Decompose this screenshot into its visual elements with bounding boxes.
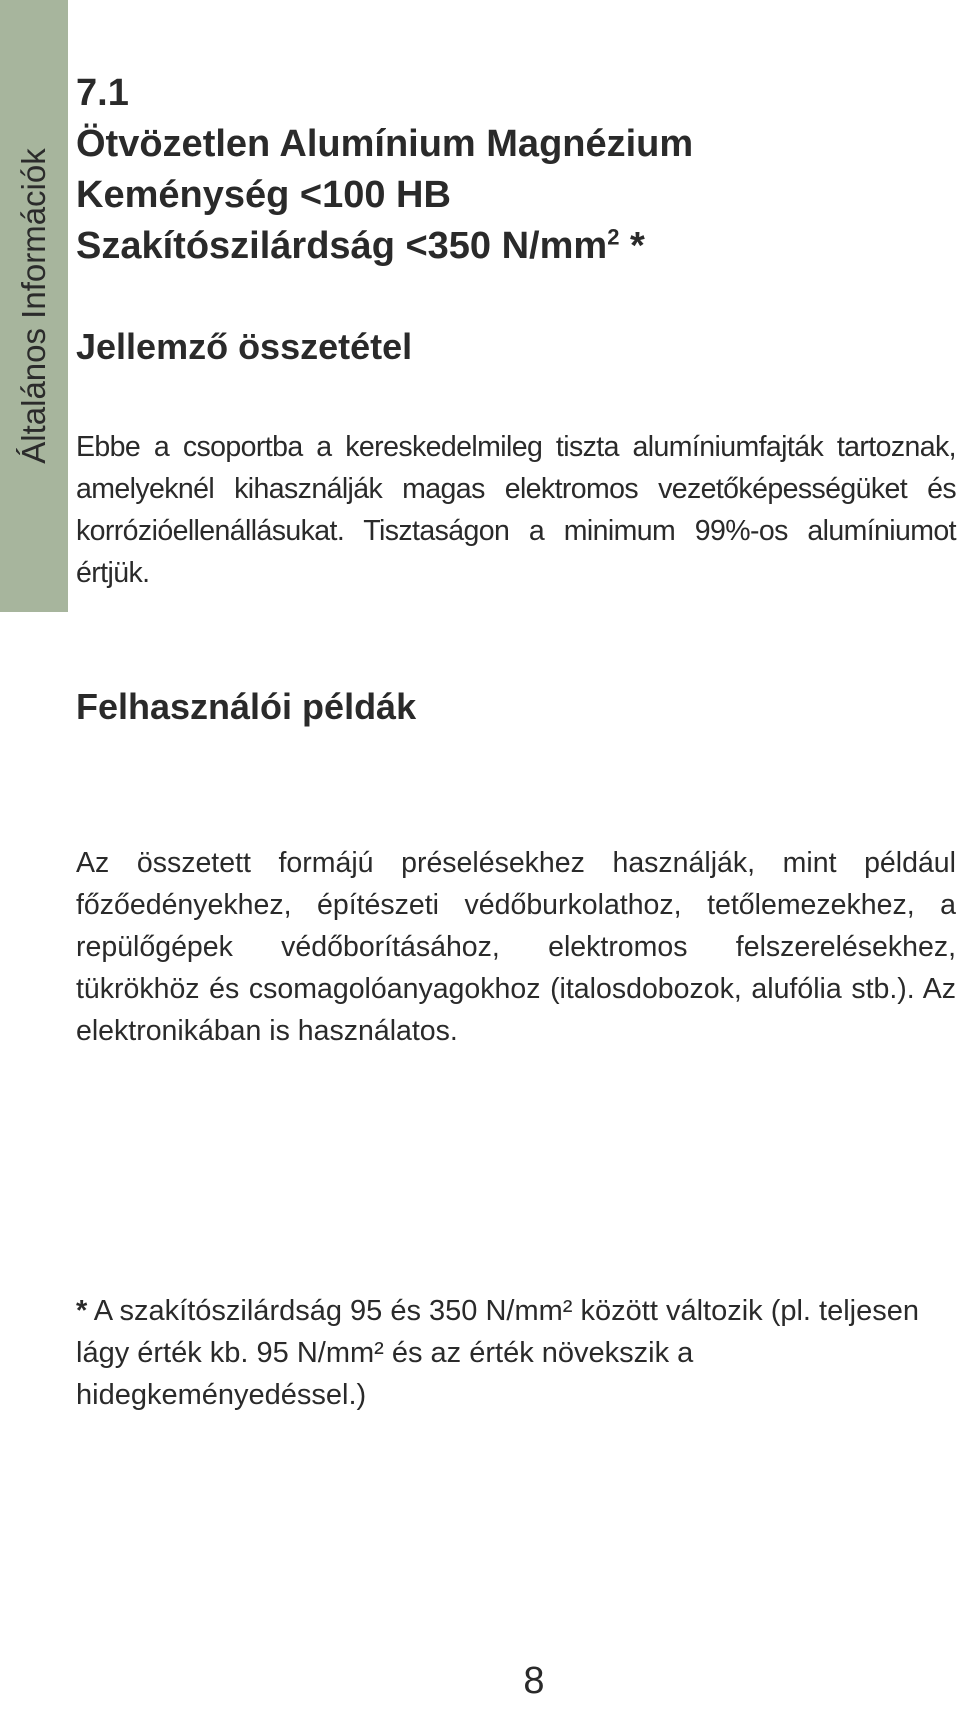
title-line-hardness: Keménység <100 HB <box>76 174 451 216</box>
side-tab <box>0 0 68 612</box>
title-strength-text: Szakítószilárdság <350 N/mm <box>76 225 608 267</box>
section-title <box>76 68 956 272</box>
usage-paragraph: Az összetett formájú préselésekhez használják, mint például főzőedényekhez, építészeti védőburkolathoz, tetőlemezekhez, a repülőgépek védőborításához, elektromos felszerelésekhez, tükrökhöz és csomagolóanyagokhoz (italosdobozok, alufólia stb.). Az elektronikában is használatos. <box>76 847 956 1047</box>
title-strength-star: * <box>619 225 645 267</box>
title-strength-superscript: 2 <box>607 224 620 250</box>
footnote <box>76 1290 956 1416</box>
section-number: 7.1 <box>76 72 129 114</box>
side-tab-label: Általános Információk <box>15 148 52 464</box>
footnote-text: A szakítószilárdság 95 és 350 N/mm² között változik (pl. teljesen lágy érték kb. 95 N/mm² és az érték növekszik a hidegkeményedéssel.) <box>76 1295 919 1411</box>
composition-paragraph: Ebbe a csoportba a kereskedelmileg tiszta alumíniumfajták tartoznak, amelyeknél kihasználják magas elektromos vezetőképességüket és korrózióellenállásukat. Tisztaságon a minimum 99%-os alumíniumot értjük. <box>76 431 956 589</box>
title-line-strength <box>76 221 956 272</box>
usage-heading: Felhasználói példák <box>76 686 417 727</box>
page-content <box>76 68 956 1411</box>
composition-heading: Jellemző összetétel <box>76 326 413 367</box>
page-number: 8 <box>523 1660 545 1702</box>
footnote-star: * <box>76 1295 88 1327</box>
title-line-material: Ötvözetlen Alumínium Magnézium <box>76 123 694 165</box>
